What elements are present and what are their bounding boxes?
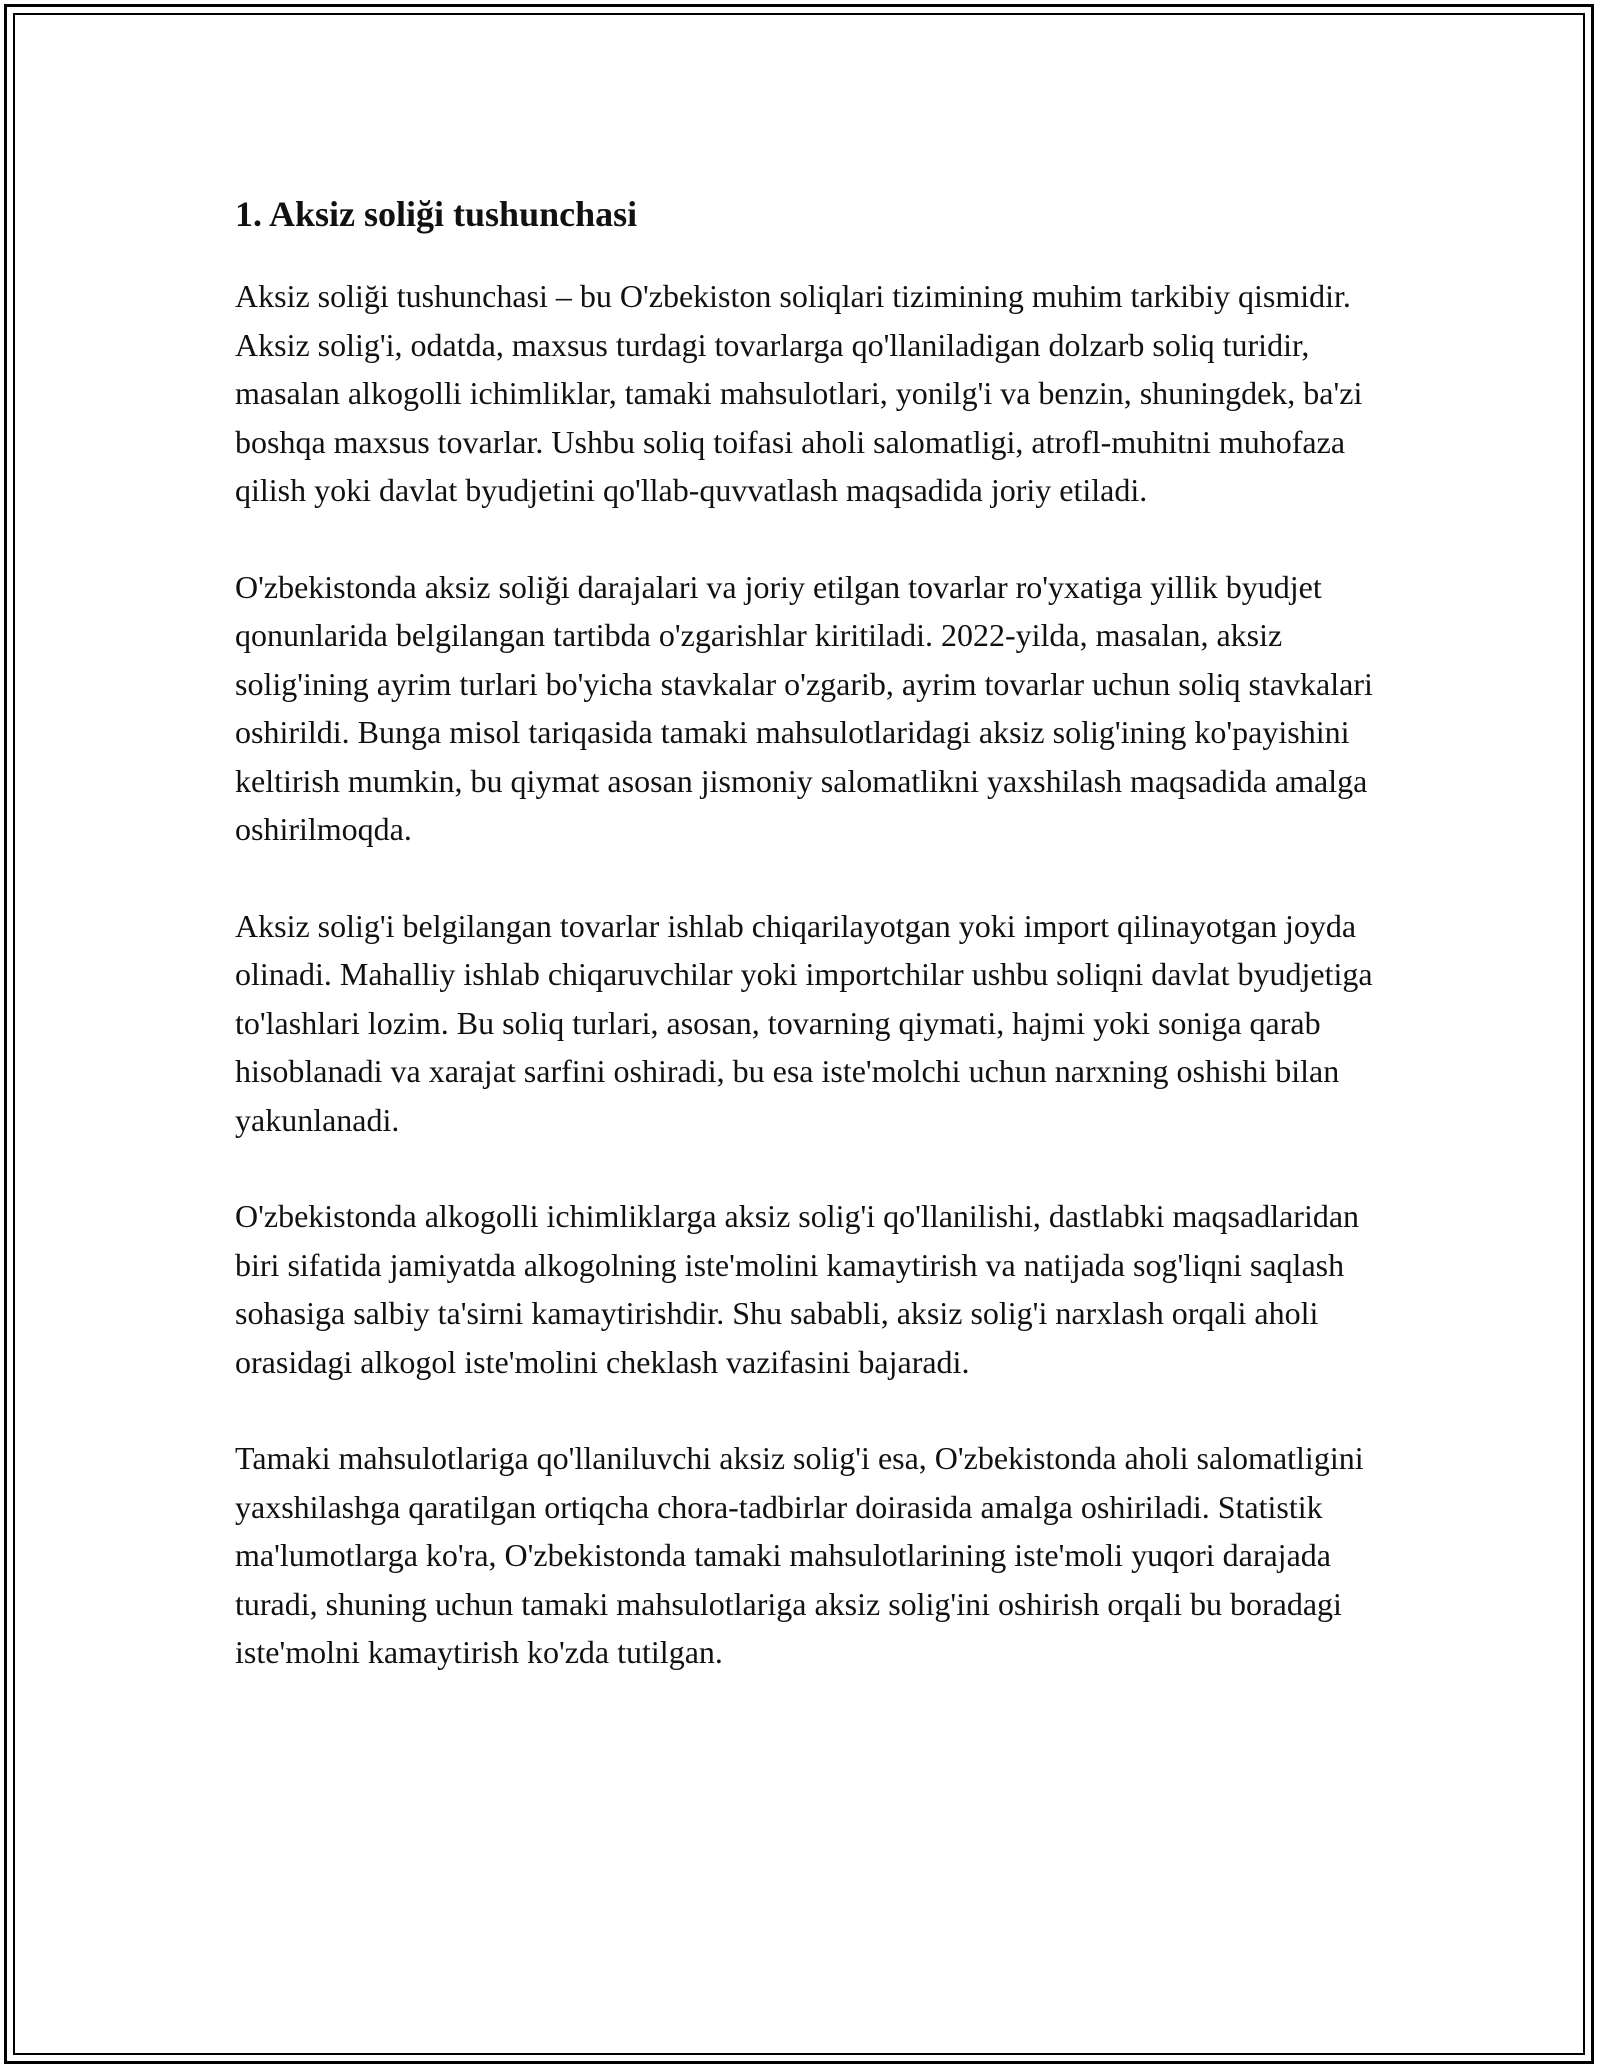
paragraph-3: Aksiz solig'i belgilangan tovarlar ishlab chiqarilayotgan yoki import qilinayotgan joyda olinadi. Mahalliy ishlab chiqaruvchilar yoki importchilar ushbu soliqni davlat byudjetiga to'lashlari lozim. Bu soliq turlari, asosan, tovarning qiymati, hajmi yoki soniga qarab hisoblanadi va xarajat sarfini oshiradi, bu esa iste'molchi uchun narxning oshishi bilan yakunlanadi. [235, 907, 1373, 1138]
document-body [235, 186, 1385, 1725]
paragraph-4: O'zbekistonda alkogolli ichimliklarga aksiz solig'i qo'llanilishi, dastlabki maqsadlaridan biri sifatida jamiyatda alkogolning iste'molini kamaytirish va natijada sog'liqni saqlash sohasiga salbiy ta'sirni kamaytirishdir. Shu sababli, aksiz solig'i narxlash orqali aholi orasidagi alkogol iste'molini cheklash vazifasini bajaradi. [235, 1198, 1360, 1380]
section-heading: 1. Aksiz soliği tushunchasi [235, 194, 638, 234]
paragraph-1: Aksiz soliği tushunchasi – bu O'zbekiston soliqlari tizimining muhim tarkibiy qismidir. Aksiz solig'i, odatda, maxsus turdagi tovarlarga qo'llaniladigan dolzarb soliq turidir, masalan alkogolli ichimliklar, tamaki mahsulotlari, yonilg'i va benzin, shuningdek, ba'zi boshqa maxsus tovarlar. Ushbu soliq toifasi aholi salomatligi, atrofl-muhitni muhofaza qilish yoki davlat byudjetini qo'llab-quvvatlash maqsadida joriy etiladi. [235, 278, 1363, 508]
paragraph-5: Tamaki mahsulotlariga qo'llaniluvchi aksiz solig'i esa, O'zbekistonda aholi salomatligini yaxshilashga qaratilgan ortiqcha chora-tadbirlar doirasida amalga oshiriladi. Statistik ma'lumotlarga ko'ra, O'zbekistonda tamaki mahsulotlarining iste'moli yuqori darajada turadi, shuning uchun tamaki mahsulotlariga aksiz solig'ini oshirish orqali bu boradagi iste'molni kamaytirish ko'zda tutilgan. [235, 1440, 1364, 1670]
paragraph-2: O'zbekistonda aksiz soliği darajalari va joriy etilgan tovarlar ro'yxatiga yillik byudjet qonunlarida belgilangan tartibda o'zgarishlar kiritiladi. 2022-yilda, masalan, aksiz solig'ining ayrim turlari bo'yicha stavkalar o'zgarib, ayrim tovarlar uchun soliq stavkalari oshirildi. Bunga misol tariqasida tamaki mahsulotlaridagi aksiz solig'ining ko'payishini keltirish mumkin, bu qiymat asosan jismoniy salomatlikni yaxshilash maqsadida amalga oshirilmoqda. [235, 568, 1373, 847]
